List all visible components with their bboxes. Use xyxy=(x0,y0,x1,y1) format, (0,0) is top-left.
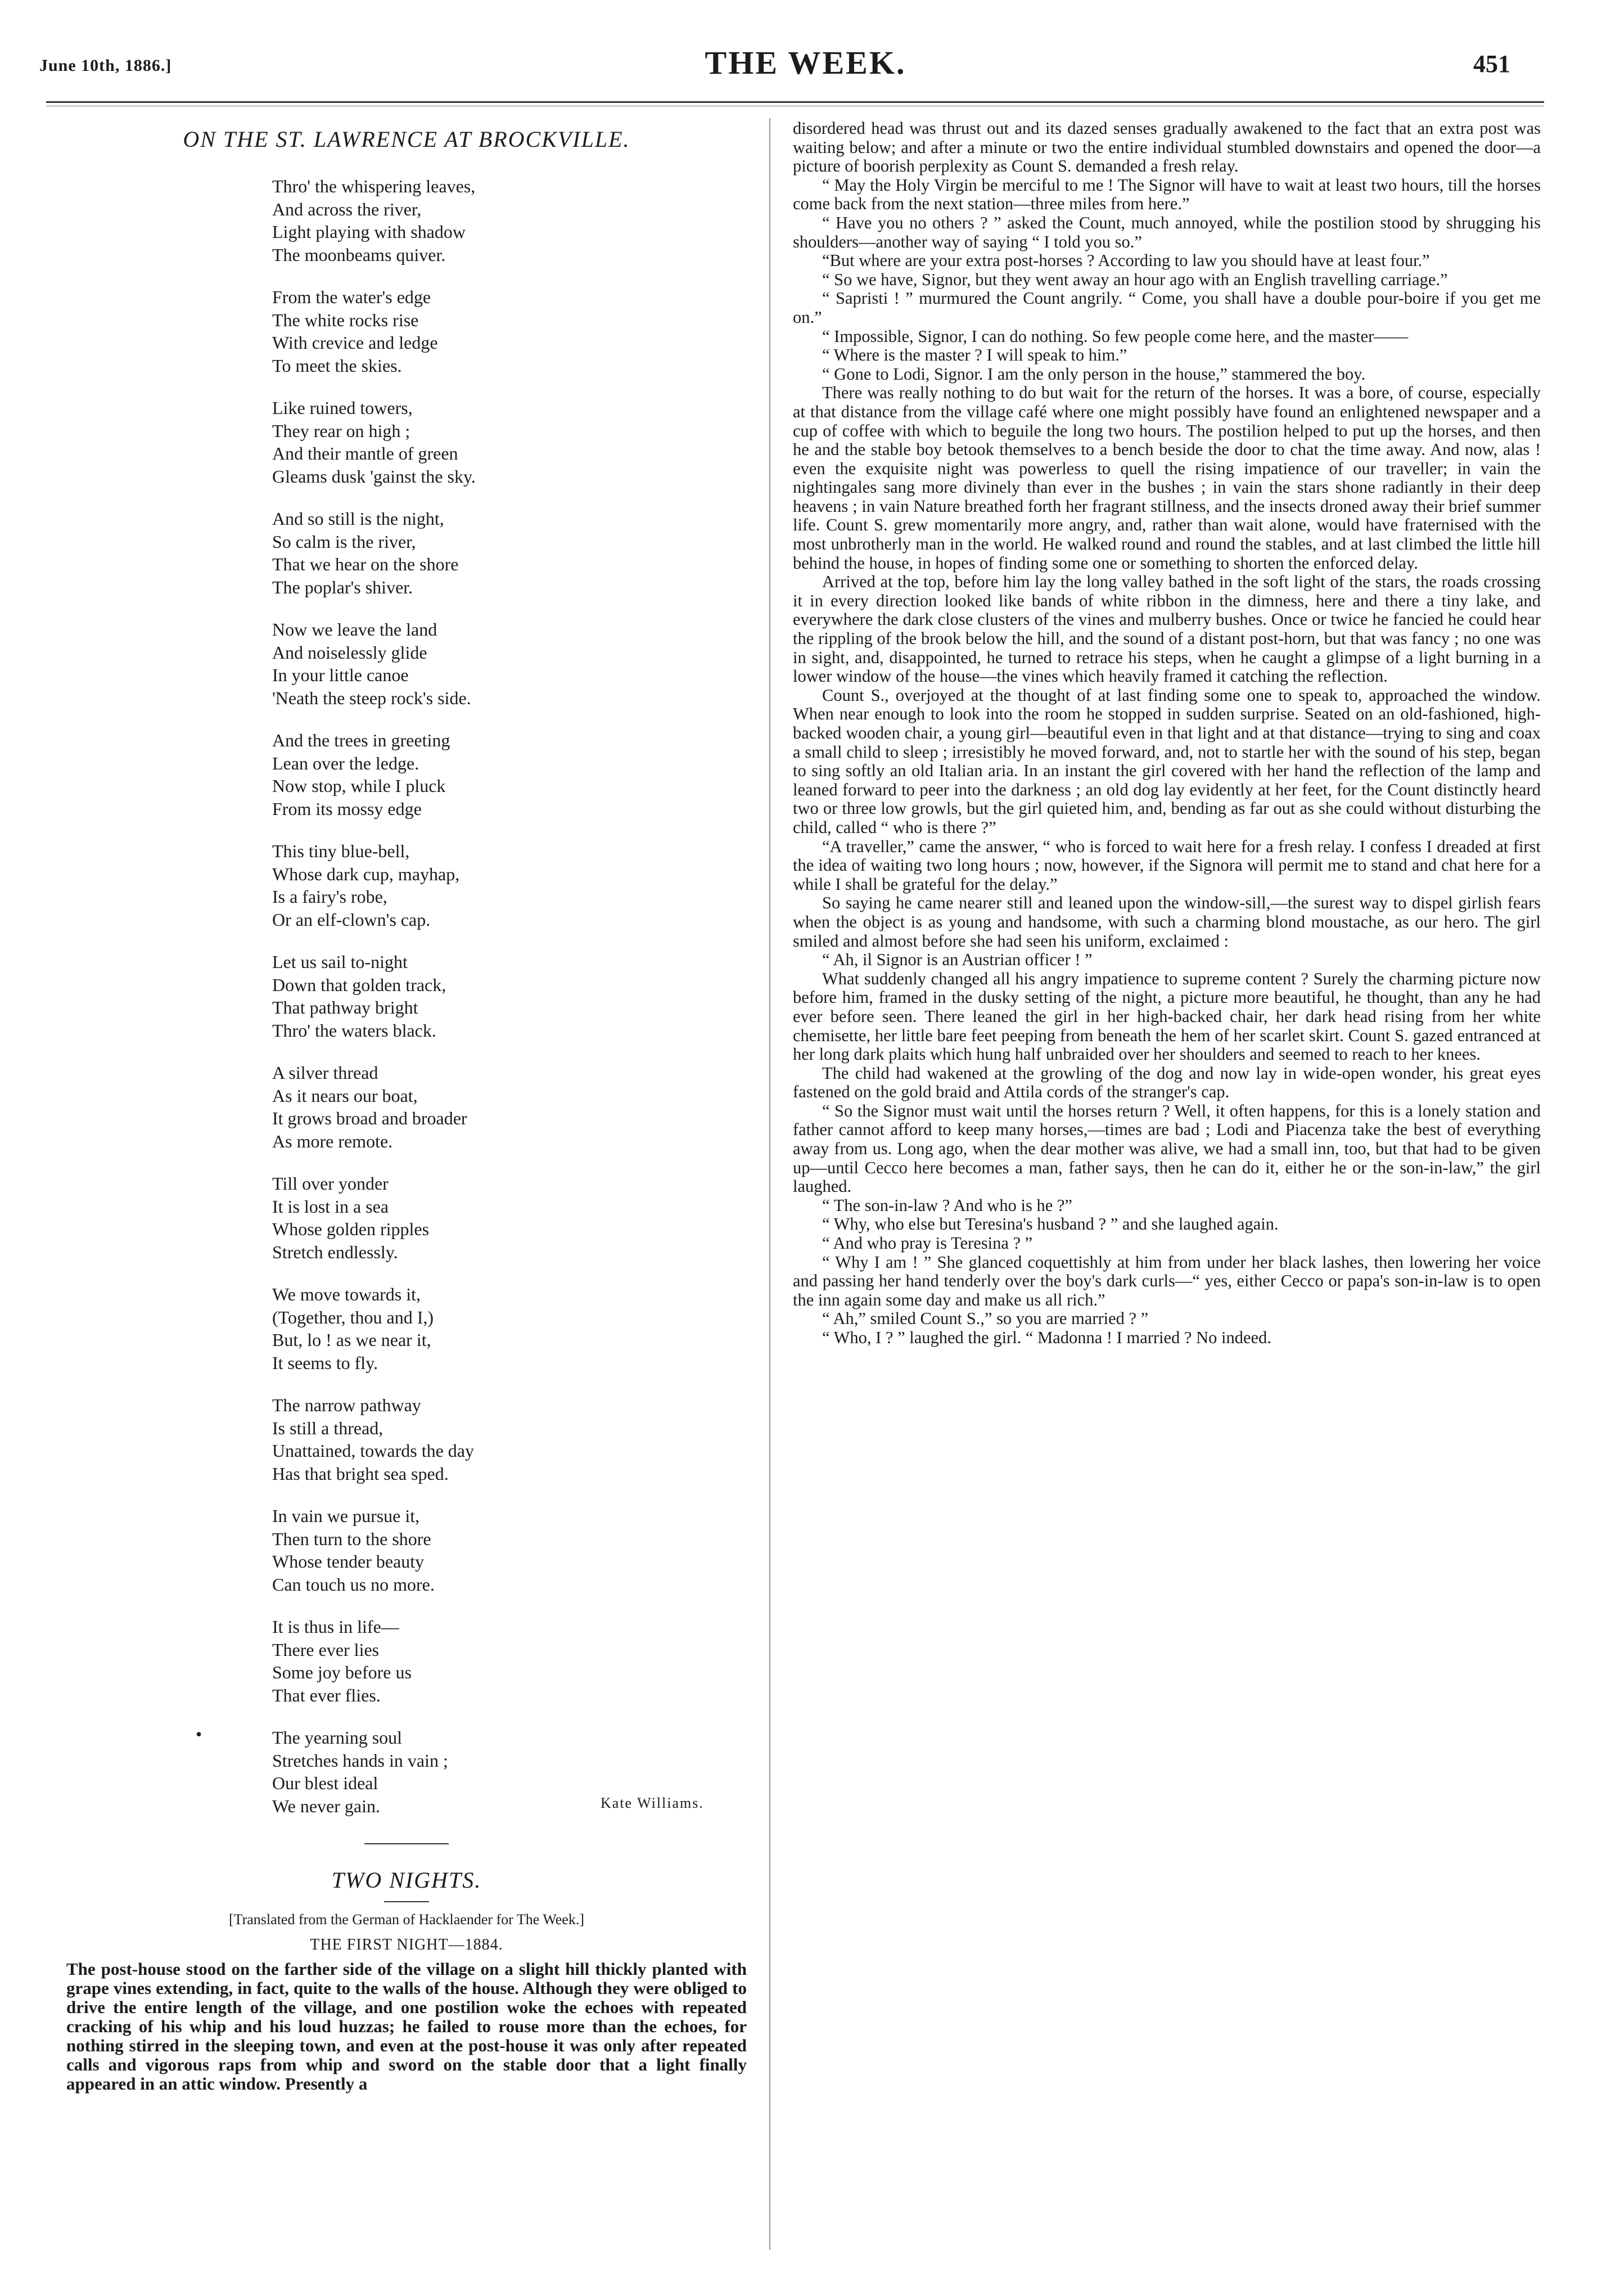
translation-note: [Translated from the German of Hacklaender for The Week.] xyxy=(228,1911,585,1928)
poem-line: With crevice and ledge xyxy=(272,332,438,353)
column-divider xyxy=(769,118,770,2250)
poem-line: There ever lies xyxy=(272,1639,380,1660)
poem-line: As it nears our boat, xyxy=(272,1085,418,1106)
poem-line: That ever flies. xyxy=(272,1685,381,1705)
poem-stanza xyxy=(196,1724,747,1817)
poem-line: Stretches hands in vain ; xyxy=(272,1750,448,1771)
poem-line: To meet the skies. xyxy=(272,355,402,376)
poem-line: It seems to fly. xyxy=(272,1352,378,1373)
story-paragraph: “ Why, who else but Teresina's husband ? ” and she laughed again. xyxy=(822,1214,1279,1234)
poem-line: Stretch endlessly. xyxy=(272,1241,398,1262)
issue-date: June 10th, 1886.] xyxy=(39,56,172,75)
story-paragraph: “ The son-in-law ? And who is he ?” xyxy=(822,1195,1072,1215)
story-paragraph: Arrived at the top, before him lay the long valley bathed in the soft light of the stars, the roads crossing it in every direction looked like bands of white ribbon in the dimness, here and there a tiny lake, and everywhere the dark close clusters of the vines and mulberry bushes. Once or twice he fancied he could hear the rippling of the brook below the hill, and the sound of a distant post-horn, but that was fancy ; no one was in sight, and, disappointed, he turned to retrace his steps, when he caught a glimpse of a light burning in a lower window of the house—the vines which heavily framed it catching the reflection. xyxy=(793,572,1541,686)
poem-line: Some joy before us xyxy=(272,1662,412,1682)
poem-line: Let us sail to-night xyxy=(272,952,408,972)
poem-line: And so still is the night, xyxy=(272,508,444,529)
poem-line: The moonbeams quiver. xyxy=(272,244,446,265)
poem-line: Gleams dusk 'gainst the sky. xyxy=(272,466,476,487)
poem-stanza xyxy=(272,286,747,377)
story-paragraph: “ Where is the master ? I will speak to him.” xyxy=(822,345,1127,365)
poem-line: This tiny blue-bell, xyxy=(272,841,410,861)
story-paragraph: There was really nothing to do but wait for the return of the horses. It was a bore, of course, especially at that distance from the village café where one might possibly have found an enlightened newspaper and a cup of coffee with which to beguile the long two hours. The postilion helped to put up the horses, and then he and the stable boy betook themselves to a bench beside the door to chat the time away. And now, alas ! even the exquisite night was powerless to quell the rising impatience of our traveller; in vain the nightingales sang more divinely than ever in the bushes ; in vain the stars shone radiantly in their deep heavens ; in vain Nature breathed forth her fragrant stillness, and the insects droned away their brief summer life. Count S. grew momentarily more angry, and, rather than wait alone, would have fraternised with the most unbrotherly man in the world. He walked round and round the stables, and at last climbed the little hill behind the house, in hopes of finding some one or something to shorten the enforced delay. xyxy=(793,383,1541,573)
story-title: TWO NIGHTS. xyxy=(331,1867,482,1893)
poem-line: Our blest ideal xyxy=(272,1773,378,1793)
poem-line: Can touch us no more. xyxy=(272,1574,435,1595)
poem-line: Now stop, while I pluck xyxy=(272,776,446,796)
poem-line: The poplar's shiver. xyxy=(272,577,413,597)
story-paragraph: “ Have you no others ? ” asked the Count, much annoyed, while the postilion stood by shrugging his shoulders—another way of saying “ I told you so.” xyxy=(793,213,1541,251)
poem-line: Now we leave the land xyxy=(272,619,437,640)
poem-line: Is still a thread, xyxy=(272,1417,383,1438)
poem-line: That we hear on the shore xyxy=(272,554,459,574)
story-paragraph: “ Ah,” smiled Count S.,” so you are married ? ” xyxy=(822,1309,1149,1329)
poem-line: Thro' the whispering leaves, xyxy=(272,176,476,196)
story-paragraph: “ So the Signor must wait until the horses return ? Well, it often happens, for this is a lonely station and father cannot afford to keep many horses,—times are bad ; Lodi and Piacenza take the best of everything away from us. Long ago, when the dear mother was alive, we had a small inn, too, but that had to be given up—until Cecco here becomes a man, father says, then he can do it, either he or the son-in-law,” the girl laughed. xyxy=(793,1101,1541,1196)
poem-line: Till over yonder xyxy=(272,1173,389,1194)
story-paragraph: “ Sapristi ! ” murmured the Count angrily. “ Come, you shall have a double pour-boire if you get me on.” xyxy=(793,289,1541,327)
story-paragraph: “But where are your extra post-horses ? According to law you should have at least four.” xyxy=(822,251,1430,271)
poem-line: It is lost in a sea xyxy=(272,1196,389,1217)
story-paragraph: What suddenly changed all his angry impatience to supreme content ? Surely the charming picture now before him, framed in the dusky setting of the night, a picture more beautiful, he thought, than any he had ever before seen. There leaned the girl in her high-backed chair, her dark head rising from her white chemisette, her little bare feet peeping from beneath the hem of her scarlet skirt. Count S. gazed entranced at her long dark plaits which hung half unbraided over her shoulders and seemed to reach to her knees. xyxy=(793,969,1541,1064)
story-paragraph: disordered head was thrust out and its dazed senses gradually awakened to the fact that an extra post was waiting below; and after a minute or two the entire individual stumbled downstairs and opened the door—a picture of boorish perplexity as Count S. demanded a fresh relay. xyxy=(793,119,1541,176)
poem-line: That pathway bright xyxy=(272,997,418,1018)
poem-stanza xyxy=(272,840,747,931)
story-paragraph: “ So we have, Signor, but they went away an hour ago with an English travelling carriage.” xyxy=(822,269,1448,289)
poem-line: Whose golden ripples xyxy=(272,1219,430,1239)
story-paragraph: “ Why I am ! ” She glanced coquettishly at him from under her black lashes, then lowering her voice and passing her hand tenderly over the boy's dark curls—“ yes, either Cecco or papa's son-in-law is to open the inn again some day and make us all rich.” xyxy=(793,1252,1541,1309)
story-paragraph: “A traveller,” came the answer, “ who is forced to wait here for a fresh relay. I confess I dreaded at first the idea of waiting two long hours ; now, however, if the Signora will permit me to stand and chat here for a while I shall be grateful for the delay.” xyxy=(793,836,1541,894)
poem-line: (Together, thou and I,) xyxy=(272,1307,434,1327)
poem-stanza xyxy=(272,1172,747,1263)
story-paragraph: So saying he came nearer still and leaned upon the window-sill,—the surest way to dispel girlish fears when the object is as young and handsome, with such a charming blond moustache, as our hero. The girl smiled and almost before she had seen his uniform, exclaimed : xyxy=(793,893,1541,951)
poem-author: Kate Williams. xyxy=(601,1795,704,1811)
poem-line: Thro' the waters black. xyxy=(272,1020,436,1041)
poem-line: Down that golden track, xyxy=(272,974,446,995)
story-paragraph: “ May the Holy Virgin be merciful to me ! The Signor will have to wait at least two hours, till the horses come back from the next station—three miles from here.” xyxy=(793,175,1541,214)
story-opening-paragraph: The post-house stood on the farther side of the village on a slight hill thickly planted with grape vines extending, in fact, quite to the walls of the house. Although they were obliged to drive the entire length of the village, and one postilion woke the echoes with repeated cracking of his whip and his loud huzzas; he failed to rouse more than the echoes, for nothing stirred in the sleeping town, and even at the post-house it was only after repeated calls and vigorous raps from whip and sword on the stable door that a light finally appeared in an attic window. Presently a xyxy=(66,1959,747,2094)
poem-line: So calm is the river, xyxy=(272,531,416,552)
poem-title: ON THE ST. LAWRENCE AT BROCKVILLE. xyxy=(183,127,630,152)
poem-line: From its mossy edge xyxy=(272,798,422,819)
poem-line: And across the river, xyxy=(272,199,422,219)
poem-line: In vain we pursue it, xyxy=(272,1506,420,1526)
poem-line: Has that bright sea sped. xyxy=(272,1463,449,1484)
poem-stanza xyxy=(272,951,747,1042)
story-paragraph: “ Ah, il Signor is an Austrian officer ! ” xyxy=(822,950,1093,970)
story-paragraph: “ And who pray is Teresina ? ” xyxy=(822,1233,1033,1253)
header-rule xyxy=(46,101,1544,103)
poem-line: 'Neath the steep rock's side. xyxy=(272,687,471,708)
poem-line: As more remote. xyxy=(272,1131,393,1151)
poem-line: Or an elf-clown's cap. xyxy=(272,909,431,930)
poem-stanza xyxy=(272,1615,747,1707)
poem-stanza xyxy=(272,397,747,488)
poem-line: And the trees in greeting xyxy=(272,730,450,750)
right-column xyxy=(793,119,1541,2268)
story-paragraph: “ Impossible, Signor, I can do nothing. So few people come here, and the master—— xyxy=(822,326,1409,346)
section-divider xyxy=(364,1843,449,1844)
poem-line: The yearning soul xyxy=(272,1727,403,1748)
masthead-title: THE WEEK. xyxy=(705,44,906,81)
poem-stanza xyxy=(272,175,747,266)
poem-line: But, lo ! as we near it, xyxy=(272,1330,431,1350)
poem-stanza xyxy=(272,1394,747,1485)
story-paragraph: The child had wakened at the growling of the dog and now lay in wide-open wonder, his great eyes fastened on the gold braid and Attila cords of the stranger's cap. xyxy=(793,1063,1541,1102)
poem-line: The white rocks rise xyxy=(272,309,419,330)
section-heading: THE FIRST NIGHT—1884. xyxy=(310,1936,503,1953)
poem-line: Is a fairy's robe, xyxy=(272,886,387,907)
poem-line: Light playing with shadow xyxy=(272,222,466,242)
poem-stanza xyxy=(272,1505,747,1596)
poem-stanza xyxy=(272,1283,747,1374)
poem-line: Whose tender beauty xyxy=(272,1551,425,1572)
bullet-mark: • xyxy=(196,1724,202,1744)
poem-line: From the water's edge xyxy=(272,287,431,307)
title-underline xyxy=(384,1901,429,1902)
story-continuation xyxy=(793,119,1541,1348)
poem-stanza xyxy=(272,729,747,820)
poem-line: And their mantle of green xyxy=(272,443,458,463)
poem-line: Then turn to the shore xyxy=(272,1528,431,1549)
poem-line: Lean over the ledge. xyxy=(272,753,419,773)
poem-line: The narrow pathway xyxy=(272,1395,421,1415)
poem-stanza xyxy=(272,618,747,709)
left-column xyxy=(66,119,747,2268)
poem-line: In your little canoe xyxy=(272,665,409,685)
page-number: 451 xyxy=(1473,50,1510,78)
story-paragraph: “ Who, I ? ” laughed the girl. “ Madonna ! I married ? No indeed. xyxy=(822,1328,1271,1347)
story-paragraph: “ Gone to Lodi, Signor. I am the only person in the house,” stammered the boy. xyxy=(822,364,1366,384)
poem-line: And noiselessly glide xyxy=(272,642,427,663)
poem-stanza xyxy=(272,507,747,598)
poem-line: They rear on high ; xyxy=(272,420,410,441)
poem-line: Like ruined towers, xyxy=(272,398,413,418)
poem-body xyxy=(66,175,747,1817)
poem-line: We never gain. xyxy=(272,1795,380,1816)
poem-line: Whose dark cup, mayhap, xyxy=(272,863,460,884)
story-paragraph: Count S., overjoyed at the thought of at last finding some one to speak to, approached the window. When near enough to look into the room he stopped in sudden surprise. Seated on an old-fashioned, high-backed wooden chair, a young girl—beautiful even in that light and at that distance—trying to sing and coax a small child to sleep ; irresistibly he moved forward, and, not to startle her with the sound of his step, began to sing softly an old Italian aria. In an instant the girl covered with her hand the reflection of the lamp and leaned forward to peer into the darkness ; an old dog lay evidently at her feet, for the Count distinctly heard two or three low growls, but the girl quieted him, and, bending as far out as she could without disturbing the child, called “ who is there ?” xyxy=(793,685,1541,837)
poem-line: It is thus in life— xyxy=(272,1617,399,1637)
poem-stanza xyxy=(272,1061,747,1152)
poem-line: It grows broad and broader xyxy=(272,1108,467,1128)
poem-line: A silver thread xyxy=(272,1063,378,1083)
poem-line: We move towards it, xyxy=(272,1284,421,1304)
poem-line: Unattained, towards the day xyxy=(272,1440,474,1461)
